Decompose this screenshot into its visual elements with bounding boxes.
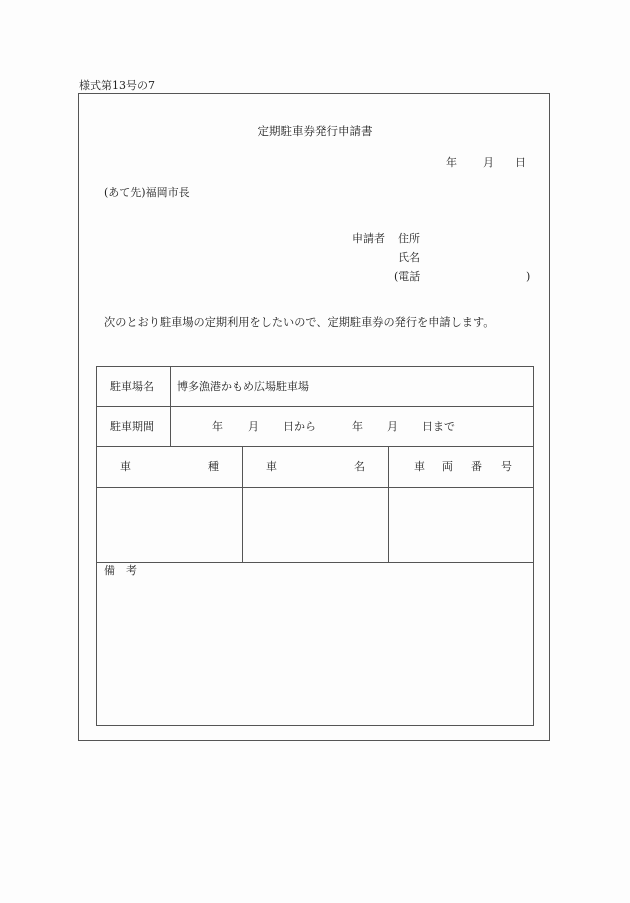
parking-lot-value: 博多漁港かもめ広場駐車場 bbox=[177, 380, 309, 393]
period-from-day: 日から bbox=[283, 420, 316, 433]
period-to-month: 月 bbox=[387, 420, 398, 433]
vehicle-name-header: 車 bbox=[266, 460, 277, 473]
vehicle-name-header: 名 bbox=[354, 460, 365, 473]
date-month: 月 bbox=[483, 156, 494, 169]
vehicle-number-header: 両 bbox=[442, 460, 453, 473]
vehicle-type-header: 車 bbox=[120, 460, 131, 473]
row-divider bbox=[96, 562, 534, 563]
form-number: 様式第13号の7 bbox=[79, 79, 155, 92]
column-divider bbox=[170, 366, 171, 447]
date-year: 年 bbox=[446, 156, 457, 169]
remarks-label: 備 考 bbox=[104, 564, 137, 577]
application-statement: 次のとおり駐車場の定期利用をしたいので、定期駐車券の発行を申請します。 bbox=[104, 316, 495, 329]
row-divider bbox=[96, 406, 534, 407]
phone-close-paren: ) bbox=[526, 270, 531, 283]
addressee: (あて先)福岡市長 bbox=[104, 186, 190, 199]
column-divider bbox=[242, 446, 243, 563]
period-to-year: 年 bbox=[352, 420, 363, 433]
parking-lot-label: 駐車場名 bbox=[110, 380, 154, 393]
applicant-label: 申請者 bbox=[352, 232, 385, 245]
phone-label: (電話 bbox=[394, 270, 421, 283]
vehicle-number-header: 号 bbox=[501, 460, 512, 473]
date-day: 日 bbox=[515, 156, 526, 169]
name-label: 氏名 bbox=[398, 251, 420, 264]
period-to-day: 日まで bbox=[422, 420, 455, 433]
vehicle-type-header: 種 bbox=[208, 460, 219, 473]
column-divider bbox=[388, 446, 389, 563]
row-divider bbox=[96, 446, 534, 447]
parking-period-label: 駐車期間 bbox=[110, 420, 154, 433]
row-divider bbox=[96, 487, 534, 488]
form-title: 定期駐車券発行申請書 bbox=[257, 124, 373, 138]
period-from-year: 年 bbox=[212, 420, 223, 433]
vehicle-number-header: 番 bbox=[471, 460, 482, 473]
address-label: 住所 bbox=[398, 232, 420, 245]
period-from-month: 月 bbox=[248, 420, 259, 433]
vehicle-number-header: 車 bbox=[414, 460, 425, 473]
